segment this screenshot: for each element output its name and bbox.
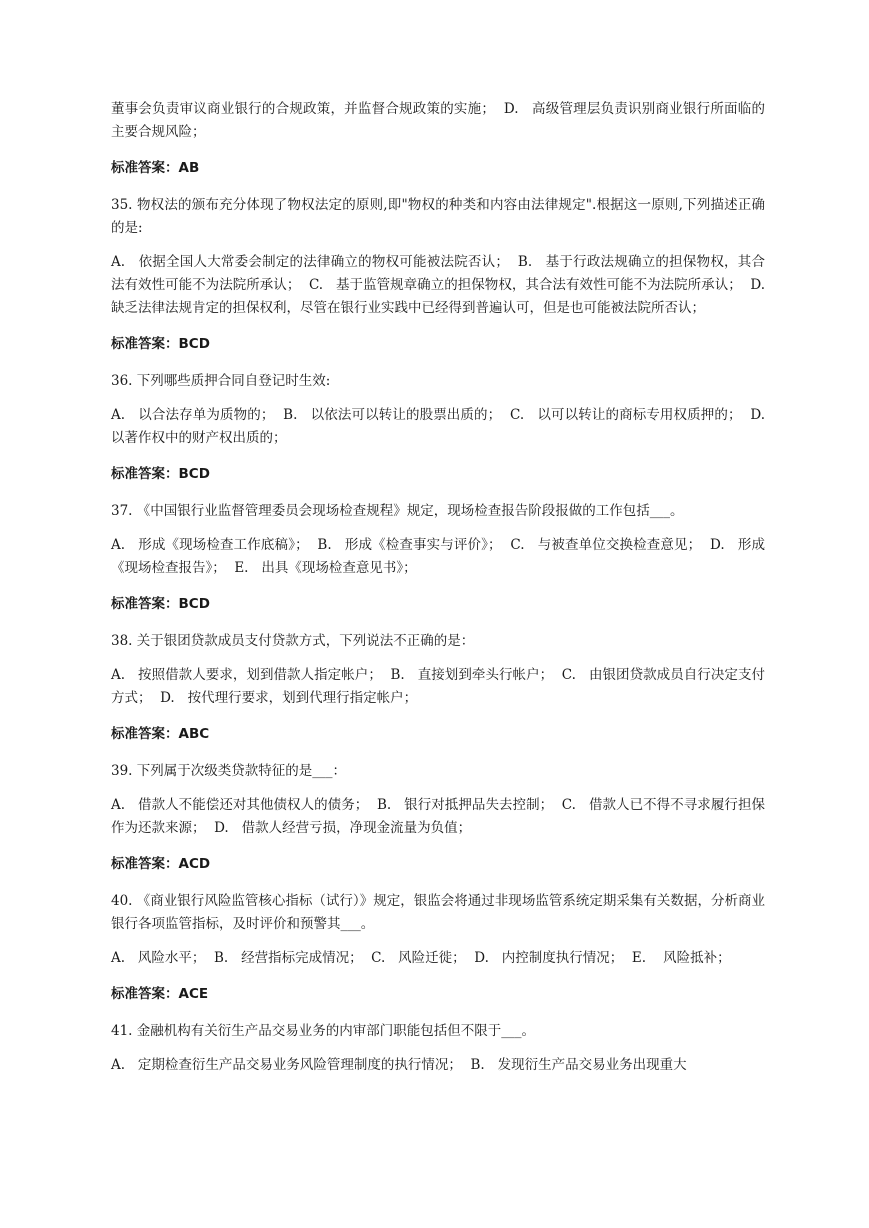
question-40: 40. 《商业银行风险监管核心指标（试行）》规定，银监会将通过非现场监管系统定期采集有关数据，分析商业银行各项监管指标，及时评价和预警其___。 [111,893,765,932]
standard-answer-35: 标准答案：BCD [111,336,210,352]
question-35: 35. 物权法的颁布充分体现了物权法定的原则,即"物权的种类和内容由法律规定".根据这一原则,下列描述正确的是: [111,197,765,236]
document-page [111,98,778,1088]
options-39: A. 借款人不能偿还对其他债权人的债务； B. 银行对抵押品失去控制； C. 借款人已不得不寻求履行担保作为还款来源； D. 借款人经营亏损，净现金流量为负值； [111,797,765,836]
options-38: A. 按照借款人要求，划到借款人指定帐户； B. 直接划到牵头行帐户； C. 由银团贷款成员自行决定支付方式； D. 按代理行要求，划到代理行指定帐户； [111,667,765,706]
question-38: 38. 关于银团贷款成员支付贷款方式，下列说法不正确的是： [111,633,475,649]
standard-answer-37: 标准答案：BCD [111,596,210,612]
options-41: A. 定期检查衍生产品交易业务风险管理制度的执行情况； B. 发现衍生产品交易业务出现重大 [111,1057,687,1073]
question-41: 41. 金融机构有关衍生产品交易业务的内审部门职能包括但不限于___。 [111,1023,536,1039]
options-35: A. 依据全国人大常委会制定的法律确立的物权可能被法院否认； B. 基于行政法规确立的担保物权，其合法有效性可能不为法院所承认； C. 基于监管规章确立的担保物权，其合法有效性可能不为法院所承认； D. 缺乏法律法规肯定的担保权利，尽管在银行业实践中已经得到普遍认可，但是也可能被法院所否认； [111,254,778,316]
standard-answer-39: 标准答案：ACD [111,856,211,872]
standard-answer: 标准答案：AB [111,160,200,176]
options-40: A. 风险水平； B. 经营指标完成情况； C. 风险迁徙； D. 内控制度执行情况； E. 风险抵补； [111,950,731,966]
options-37: A. 形成《现场检查工作底稿》； B. 形成《检查事实与评价》； C. 与被查单位交换检查意见； D. 形成《现场检查报告》； E. 出具《现场检查意见书》； [111,537,765,576]
options-36: A. 以合法存单为质物的； B. 以依法可以转让的股票出质的； C. 以可以转让的商标专用权质押的； D. 以著作权中的财产权出质的； [111,407,778,446]
options-text: 董事会负责审议商业银行的合规政策，并监督合规政策的实施； D. 高级管理层负责识别商业银行所面临的主要合规风险； [111,101,765,140]
question-37: 37. 《中国银行业监督管理委员会现场检查规程》规定，现场检查报告阶段报做的工作包括___。 [111,503,684,519]
question-39: 39. 下列属于次级类贷款特征的是___： [111,763,347,779]
standard-answer-40: 标准答案：ACE [111,986,209,1002]
question-36: 36. 下列哪些质押合同自登记时生效: [111,373,331,389]
standard-answer-36: 标准答案：BCD [111,466,210,482]
standard-answer-38: 标准答案：ABC [111,726,210,742]
